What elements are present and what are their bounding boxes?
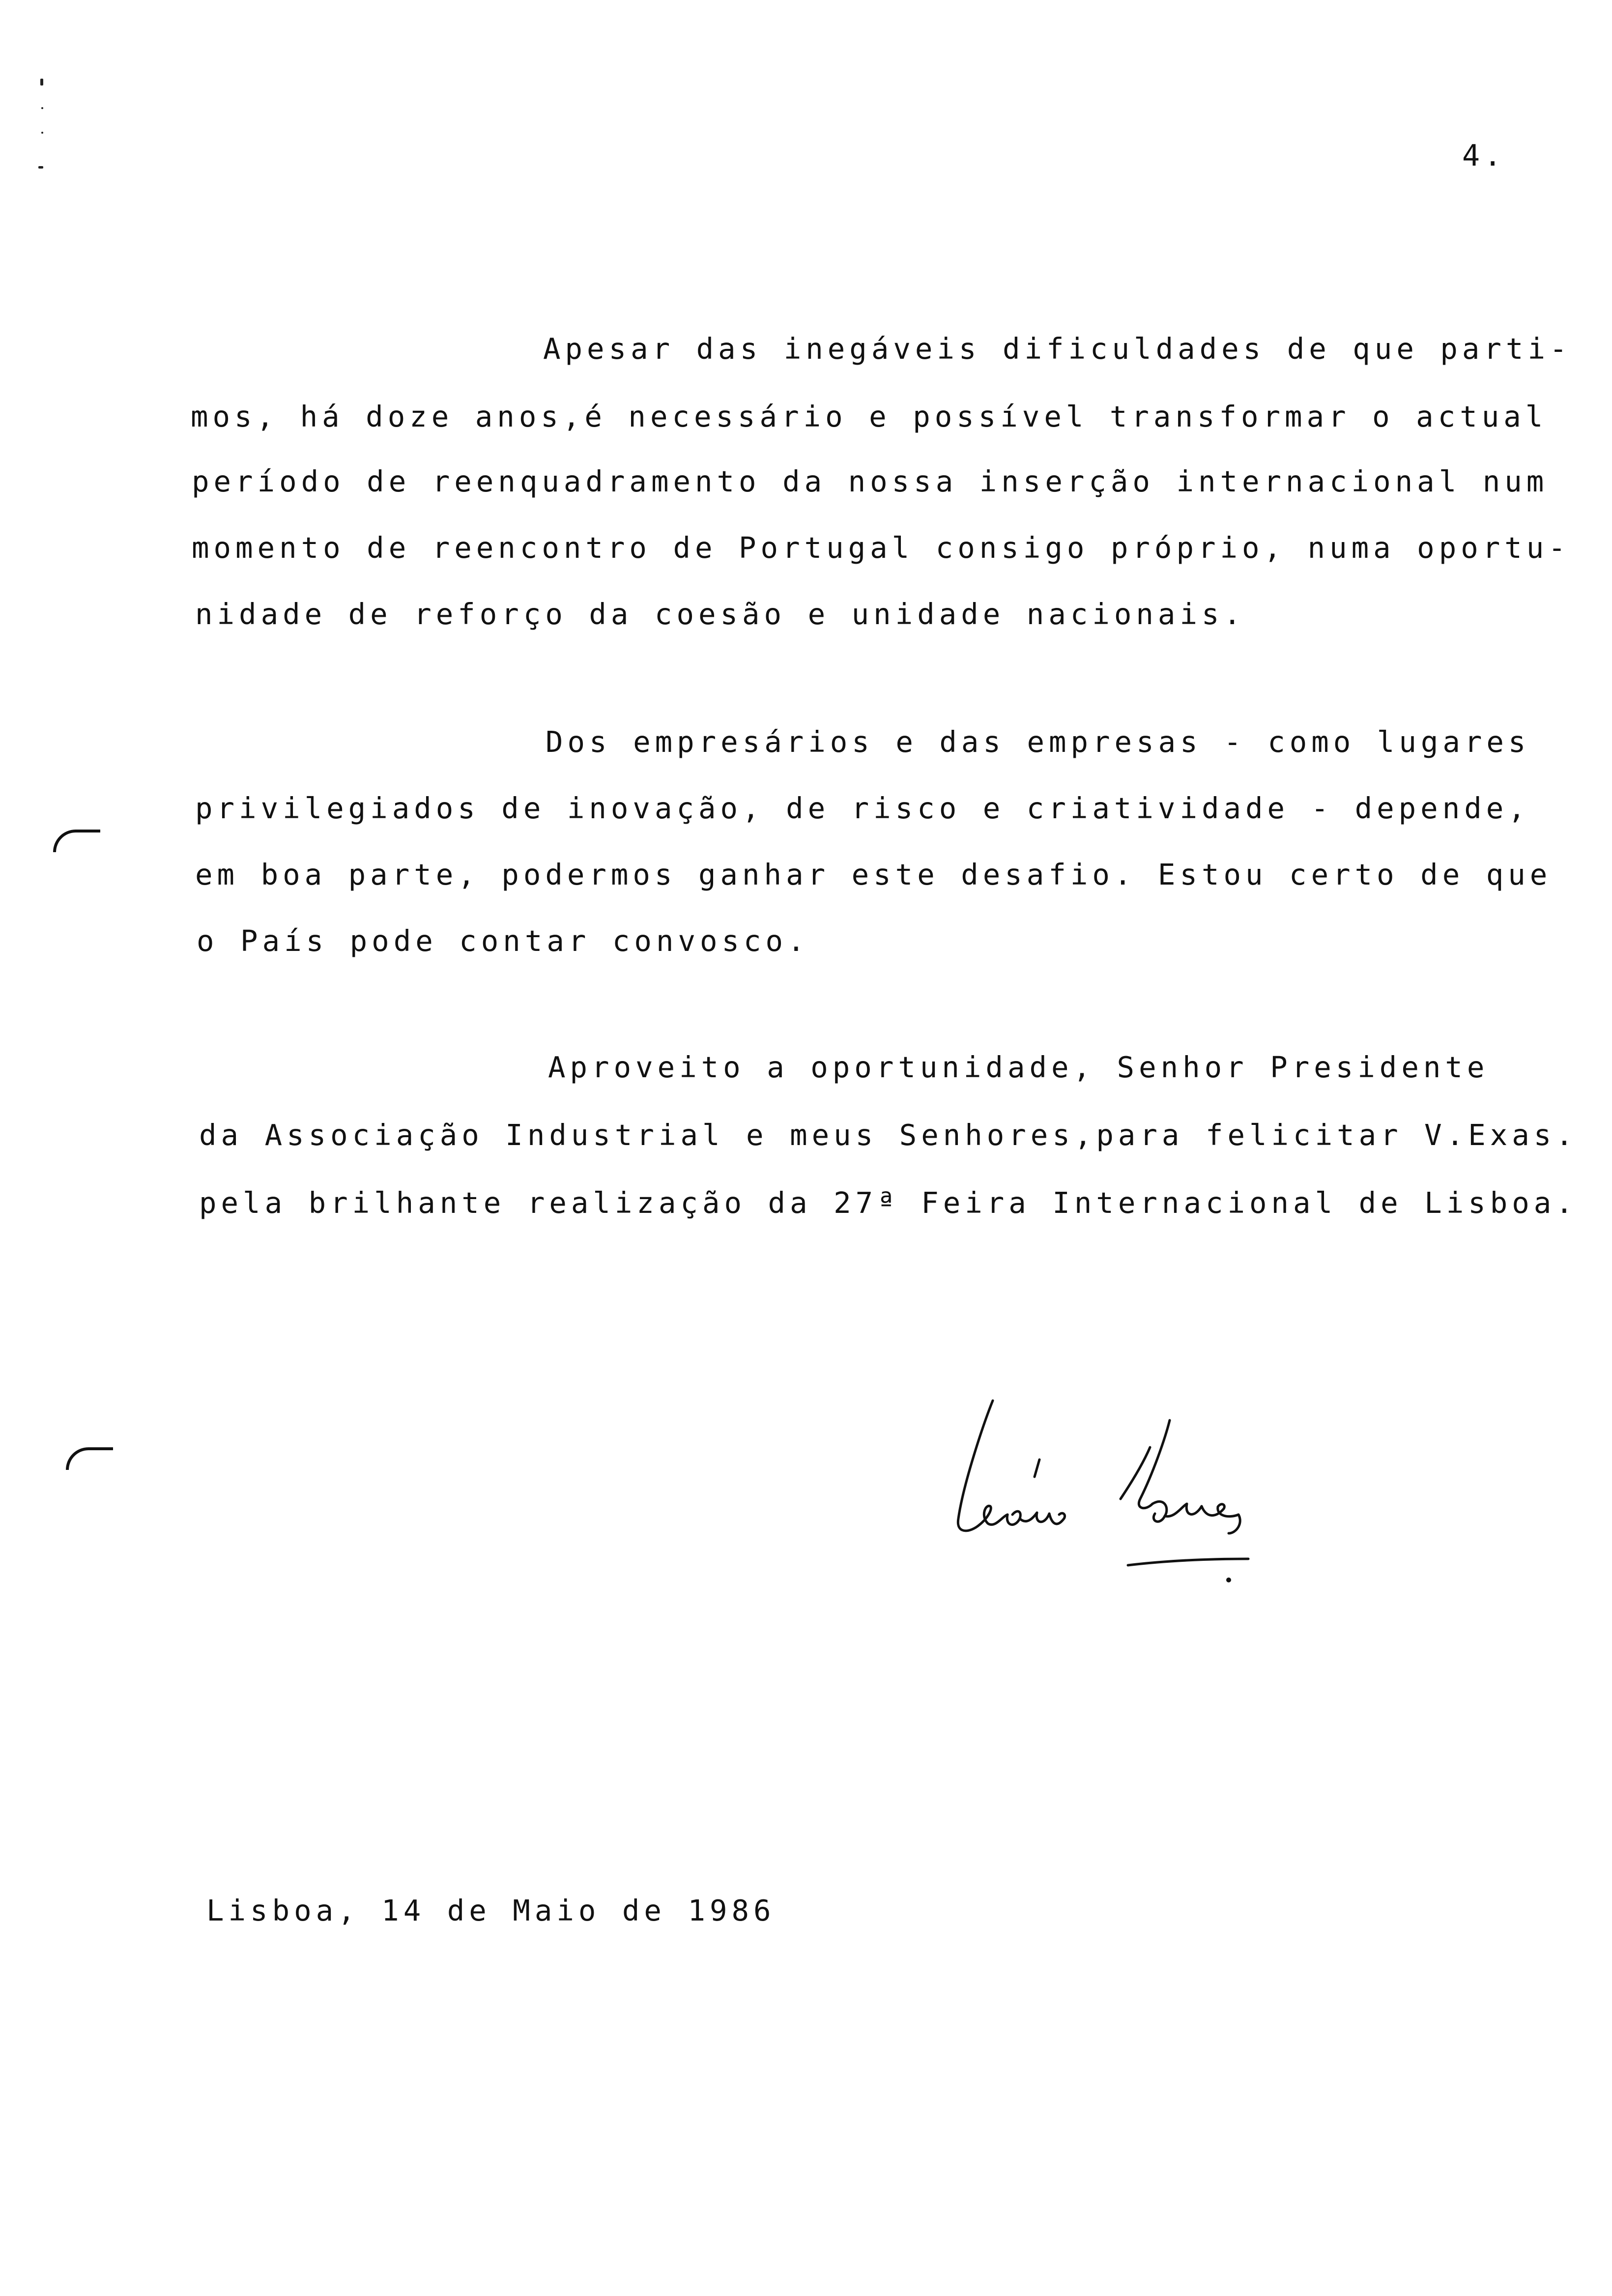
paragraph-1-line-5: nidade de reforço da coesão e unidade nacionais. — [195, 597, 1246, 631]
paragraph-1-line-4: momento de reencontro de Portugal consigo próprio, numa oportu- — [192, 531, 1570, 565]
paragraph-3-line-1: Aproveito a oportunidade, Senhor Presidente — [548, 1050, 1489, 1084]
paragraph-2-line-1: Dos empresários e das empresas - como lugares — [546, 725, 1530, 759]
paragraph-2-line-4: o País pode contar convosco. — [197, 924, 809, 958]
paragraph-2-line-2: privilegiados de inovação, de risco e criatividade - depende, — [195, 791, 1530, 825]
paragraph-1-line-2: mos, há doze anos,é necessário e possível transformar o actual — [191, 400, 1548, 433]
scan-mark — [41, 107, 43, 109]
paragraph-1-line-3: período de reenquadramento da nossa inserção internacional num — [192, 464, 1549, 498]
scan-mark — [38, 166, 43, 169]
page-number: 4. — [1462, 139, 1506, 173]
binder-hole-mark — [53, 830, 100, 852]
signature — [934, 1386, 1317, 1592]
paragraph-3-line-2: da Associação Industrial e meus Senhores,para felicitar V.Exas. — [199, 1118, 1578, 1152]
scan-mark — [40, 79, 43, 86]
scan-mark — [41, 132, 43, 134]
paragraph-1-line-1: Apesar das inegáveis dificuldades de que parti- — [543, 332, 1572, 366]
place-and-date: Lisboa, 14 de Maio de 1986 — [206, 1894, 776, 1927]
paragraph-3-line-3: pela brilhante realização da 27ª Feira Internacional de Lisboa. — [199, 1186, 1578, 1220]
binder-hole-mark — [66, 1447, 113, 1470]
paragraph-2-line-3: em boa parte, podermos ganhar este desafio. Estou certo de que — [195, 858, 1552, 891]
